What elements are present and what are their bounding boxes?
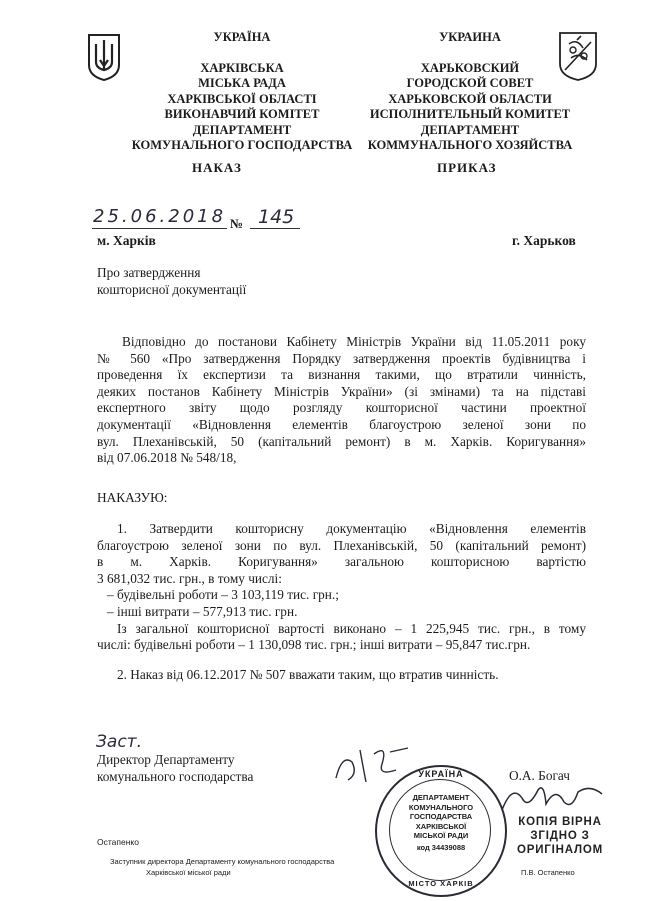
preamble-line: № 560 «Про затвердження Порядку затвердження проектів будівництва і — [97, 350, 586, 366]
item-1-line: в м. Харків. Коригування» загальною кошторисною вартістю — [97, 554, 586, 570]
header-right-line: ДЕПАРТАМЕНТ — [420, 122, 520, 137]
preamble-line: деяких постанов Кабінету Міністрів України» (зі змінами) та на підставі — [97, 383, 586, 399]
certifier-name: П.В. Остапенко — [521, 868, 575, 877]
stamp-code: код 34439088 — [416, 842, 466, 852]
certifier-line-2: Харківської міської ради — [146, 868, 231, 877]
copy-stamp — [510, 815, 610, 857]
doc-type-ua: НАКАЗ — [192, 160, 242, 175]
header-left-line: МІСЬКА РАДА — [198, 76, 286, 90]
certifier-line-1: Заступник директора Департаменту комунального господарства — [110, 857, 335, 866]
subject — [97, 265, 246, 298]
subject-line: кошторисної документації — [97, 281, 247, 297]
header-left — [112, 30, 372, 154]
stamp-ring-bottom: МІСТО ХАРКІВ — [408, 879, 474, 888]
header-left-country: УКРАЇНА — [213, 30, 271, 44]
header-right — [360, 30, 580, 154]
header-right-line: ГОРОДСКОЙ СОВЕТ — [406, 76, 534, 90]
item-1-bullet: – інші витрати – 577,913 тис. грн. — [107, 603, 298, 619]
item-1-line: Із загальної кошторисної вартості виконано – 1 225,945 тис. грн., в тому — [117, 620, 586, 636]
stamp-center — [387, 793, 495, 852]
subject-line: Про затвердження — [97, 265, 201, 280]
header-left-line: ДЕПАРТАМЕНТ — [192, 122, 292, 137]
header-left-line: КОМУНАЛЬНОГО ГОСПОДАРСТВА — [131, 138, 353, 152]
handwritten-note: Заст. — [96, 732, 142, 752]
item-1 — [97, 521, 586, 654]
item-1-bullet: – будівельні роботи – 3 103,119 тис. грн.; — [107, 587, 339, 603]
preamble-line: проведення їх експертизи та визнання такими, що втратили чинність, — [97, 367, 586, 383]
stamp-center-line: ХАРКІВСЬКОЇ — [415, 821, 467, 831]
stamp-center-line: КОМУНАЛЬНОГО — [408, 802, 474, 812]
stamp-ring-top: УКРАЇНА — [418, 769, 464, 779]
number-sign: № — [230, 216, 244, 231]
header-right-line: ХАРЬКОВСКОЙ ОБЛАСТИ — [388, 91, 552, 106]
header-right-country: УКРАИНА — [439, 30, 501, 44]
stamp-center-line: ДЕПАРТАМЕНТ — [412, 793, 470, 802]
header-right-line: ХАРЬКОВСКИЙ — [420, 60, 520, 75]
doc-number: 145 — [258, 206, 295, 228]
doc-type-ru: ПРИКАЗ — [437, 160, 497, 175]
executor-name: Остапенко — [97, 837, 139, 847]
copy-stamp-line: ОРИГІНАЛОМ — [517, 844, 603, 856]
preamble-line: від 07.06.2018 № 548/18, — [97, 450, 237, 466]
header-left-line: ВИКОНАВЧИЙ КОМІТЕТ — [164, 107, 320, 121]
signature-scribble-2 — [498, 780, 608, 816]
item-2: 2. Наказ від 06.12.2017 № 507 вважати таким, що втратив чинність. — [117, 667, 499, 682]
official-stamp — [375, 765, 507, 897]
header-right-line: ИСПОЛНИТЕЛЬНЫЙ КОМИТЕТ — [369, 107, 571, 121]
preamble — [97, 334, 586, 467]
number-underline — [250, 228, 300, 229]
stamp-center-line: МІСЬКОЇ РАДИ — [413, 831, 469, 840]
doc-date: 25.06.2018 — [93, 206, 227, 227]
item-1-line: 1. Затвердити кошторисну документацію «Відновлення елементів — [117, 521, 586, 536]
header-left-line: ХАРКІВСЬКА — [200, 60, 284, 75]
preamble-line: експертного звіту щодо розгляду кошторисної частини проектної — [97, 400, 586, 416]
copy-stamp-line: КОПІЯ ВІРНА — [518, 816, 602, 828]
signatory-title-line: комунального господарства — [97, 768, 254, 784]
city-ua: м. Харків — [97, 233, 156, 248]
header-right-line: КОММУНАЛЬНОГО ХОЗЯЙСТВА — [367, 138, 573, 152]
order-word: НАКАЗУЮ: — [97, 490, 168, 505]
city-ru: г. Харьков — [512, 233, 576, 248]
header-left-line: ХАРКІВСЬКОЇ ОБЛАСТІ — [167, 91, 317, 106]
date-underline — [92, 228, 227, 229]
stamp-center-line: ГОСПОДАРСТВА — [409, 812, 473, 821]
signatory-title — [97, 752, 253, 785]
preamble-line: Відповідно до постанови Кабінету Міністрів України від 11.05.2011 року — [122, 334, 586, 349]
item-1-line: благоустрою зеленої зони по вул. Плеханівській, 50 (капітальний ремонт) — [97, 537, 586, 553]
preamble-line: вул. Плеханівській, 50 (капітальний ремонт) в м. Харків. Коригування» — [97, 433, 586, 449]
signatory-title-line: Директор Департаменту — [97, 752, 235, 767]
copy-stamp-line: ЗГІДНО З — [530, 830, 590, 842]
item-1-line: числі: будівельні роботи – 1 130,098 тис. грн.; інші витрати – 95,847 тис.грн. — [97, 637, 531, 653]
item-1-line: 3 681,032 тис. грн., в тому числі: — [97, 570, 282, 586]
preamble-line: документації «Відновлення елементів благоустрою зеленої зони по — [97, 416, 586, 432]
signatory-name: О.А. Богач — [509, 768, 570, 783]
